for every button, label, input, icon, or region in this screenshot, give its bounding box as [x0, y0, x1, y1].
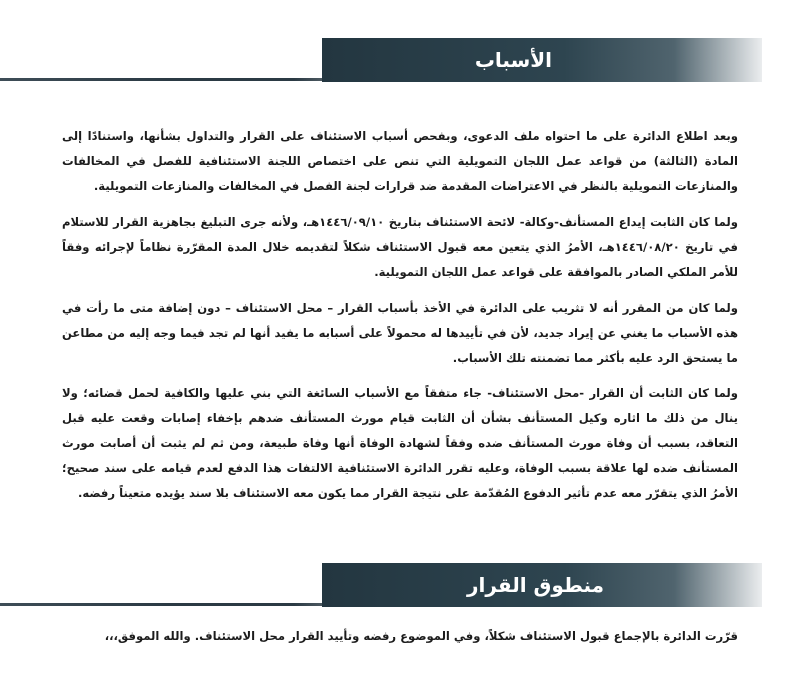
reasons-header-box	[322, 38, 762, 82]
decision-text: قرّرت الدائرة بالإجماع قبول الاستئناف شكلاً، وفي الموضوع رفضه وتأييد القرار محل الاستئناف. والله الموفق،،،	[104, 629, 738, 643]
reasons-paragraph-3: ولما كان من المقرر أنه لا تثريب على الدائرة في الأخذ بأسباب القرار – محل الاستئناف – دون إضافة متى ما رأت في هذه الأسباب ما يغني عن إيراد جديد، لأن في تأييدها له محمولاً على أسبابه ما يفيد أنها لم تجد فيما وجه إليه من مطاعن ما يستحق الرد عليه بأكثر مما تضمنته تلك الأسباب.	[62, 301, 738, 365]
reasons-paragraph-1: وبعد اطلاع الدائرة على ما احتواه ملف الدعوى، وبفحص أسباب الاستئناف على القرار والتداول بشأنها، واستنادًا إلى المادة (الثالثة) من قواعد عمل اللجان التمويلية التي تنص على اختصاص اللجنة الاستئنافية للفصل في المخالفات والمنازعات التمويلية بالنظر في الاعتراضات المقدمة ضد قرارات لجنة الفصل في المخالفات والمنازعات التمويلية.	[62, 129, 738, 193]
reasons-paragraph-2: ولما كان الثابت إيداع المستأنف-وكالة- لائحة الاستئناف بتاريخ ١٤٤٦/٠٩/١٠هـ، ولأنه جرى التبليغ بجاهزية القرار للاستلام في تاريخ ١٤٤٦/٠٨/٢٠هـ، الأمرُ الذي يتعين معه قبول الاستئناف شكلاً لتقديمه خلال المدة المقرّرة نظاماً لإجرائه وفقاً للأمر الملكي الصادر بالموافقة على قواعد عمل اللجان التمويلية.	[62, 215, 738, 279]
reasons-paragraph-4: ولما كان الثابت أن القرار -محل الاستئناف- جاء متفقاً مع الأسباب السائغة التي بني عليها والكافية لحمل قضائه؛ ولا ينال من ذلك ما اثاره وكيل المستأنف بشأن أن الثابت قيام مورث المستأنف ضدهم بإخفاء إصابات وقعت عليه قبل التعاقد، بسبب أن وفاة مورث المستأنف ضده وفقاً لشهادة الوفاة أنها وفاة طبيعة، ومن ثم لم يثبت أن أصابت مورث المستأنف ضده لها علاقة بسبب الوفاة، وعليه تقرر الدائرة الاستئنافية الالتفات هذا الدفع لعدم قيامه على سند صحيح؛ الأمرُ الذي يتقرّر معه عدم تأثير الدفوع المُقدّمة على نتيجة القرار مما يكون معه الاستئناف بلا سند يؤيده متعيناً رفضه.	[62, 386, 738, 500]
decision-title: منطوق القرار	[467, 573, 604, 597]
reasons-header	[0, 38, 792, 82]
reasons-title: الأسباب	[474, 48, 552, 72]
decision-header	[0, 563, 792, 607]
decision-header-box	[322, 563, 762, 607]
